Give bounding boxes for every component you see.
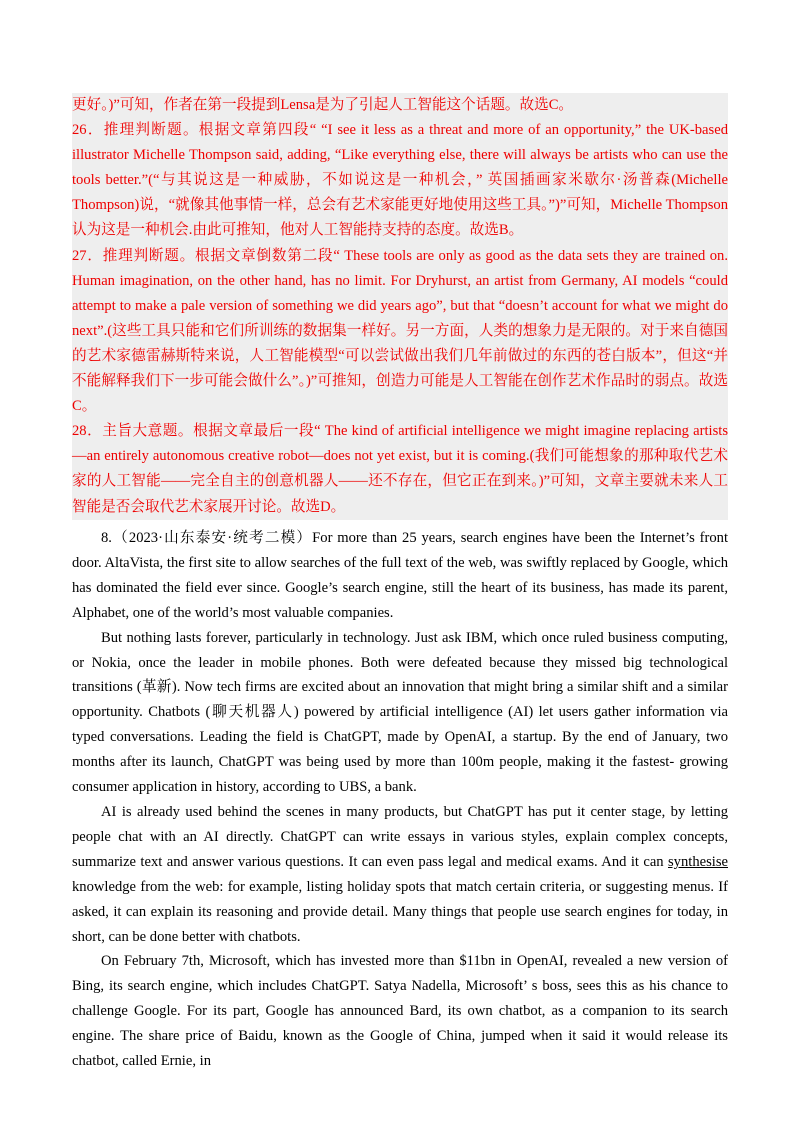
passage-paragraph-4: On February 7th, Microsoft, which has invested more than $11bn in OpenAI, revealed a new version of Bing, its search engine, which includes ChatGPT. Satya Nadella, Microsoft’ s boss, sees this as his chance to challenge Google. For its part, Google has announced Bard, its own chatbot, as a companion to its search engine. The share price of Baidu, known as the Google of China, jumped when it said it would release its chatbot, called Ernie, in — [72, 953, 728, 1070]
passage-paragraph-2: But nothing lasts forever, particularly in technology. Just ask IBM, which once ruled business computing, or Nokia, once the leader in mobile phones. Both were defeated because they missed big technological transitions (革新). Now tech firms are excited about an innovation that might bring a similar shift and a similar opportunity. Chatbots (聊天机器人) powered by artificial intelligence (AI) let users gather information via typed conversations. Leading the field is ChatGPT, made by OpenAI, a startup. By the end of January, two months after its launch, ChatGPT was being used by more than 100m people, making it the fastest- growing consumer application in history, according to UBS, a bank. — [72, 629, 728, 796]
reading-passage — [72, 526, 728, 1074]
answer-26: 26．推理判断题。根据文章第四段“ “I see it less as a threat and more of an opportunity,” the UK-based illustrator Michelle Thompson said, adding, “Like everything else, there will always be artists who can use the tools better.”(“与其说这是一种威胁，不如说这是一种机会，” 英国插画家米歇尔·汤普森(Michelle Thompson)说，“就像其他事情一样，总会有艺术家能更好地使用这些工具。”)”可知，Michelle Thompson认为这是一种机会.由此可推知，他对人工智能持支持的态度。故选B。 — [72, 122, 728, 239]
underlined-word-synthesise: synthesise — [668, 853, 728, 870]
passage-paragraph-1: 8.（2023·山东泰安·统考二模）For more than 25 years, search engines have been the Internet’s front door. AltaVista, the first site to allow searches of the full text of the web, was swiftly replaced by Google, which has dominated the field ever since. Google’s search engine, still the heart of its business, has made its parent, Alphabet, one of the world’s most valuable companies. — [72, 530, 728, 621]
answer-27: 27．推理判断题。根据文章倒数第二段“ These tools are only as good as the data sets they are trained on. Human imagination, on the other hand, has no limit. For Dryhurst, an artist from Germany, AI models “could attempt to make a pale version of something we did years ago”, but that “doesn’t account for what we might do next”.(这些工具只能和它们所训练的数据集一样好。另一方面，人类的想象力是无限的。对于来自德国的艺术家德雷赫斯特来说，人工智能模型“可以尝试做出我们几年前做过的东西的苍白版本”，但这“并不能解释我们下一步可能会做什么”。)”可推知，创造力可能是人工智能在创作艺术作品时的弱点。故选C。 — [72, 247, 728, 415]
passage-paragraph-3 — [72, 800, 728, 949]
paragraph-3-text-start: AI is already used behind the scenes in many products, but ChatGPT has put it center stage, by letting people chat with an AI directly. ChatGPT can write essays in various styles, explain complex concepts, summarize text and answer various questions. It can even pass legal and medical exams. And it can — [72, 803, 728, 870]
answer-28: 28．主旨大意题。根据文章最后一段“ The kind of artificial intelligence we might imagine replacing artists—an entirely autonomous creative robot—does not yet exist, but it is coming.(我们可能想象的那种取代艺术家的人工智能——完全自主的创意机器人——还不存在，但它正在到来。)”可知，文章主要就未来人工智能是否会取代艺术家展开讨论。故选D。 — [72, 423, 728, 515]
paragraph-3-text-end: knowledge from the web: for example, listing holiday spots that match certain criteria, or suggesting menus. If asked, it can explain its reasoning and provide detail. Many things that people use search engines for today, in short, can be done better with chatbots. — [72, 878, 728, 945]
answer-continuation: 更好。)”可知，作者在第一段提到Lensa是为了引起人工智能这个话题。故选C。 — [72, 97, 574, 113]
answer-explanations — [72, 93, 728, 520]
